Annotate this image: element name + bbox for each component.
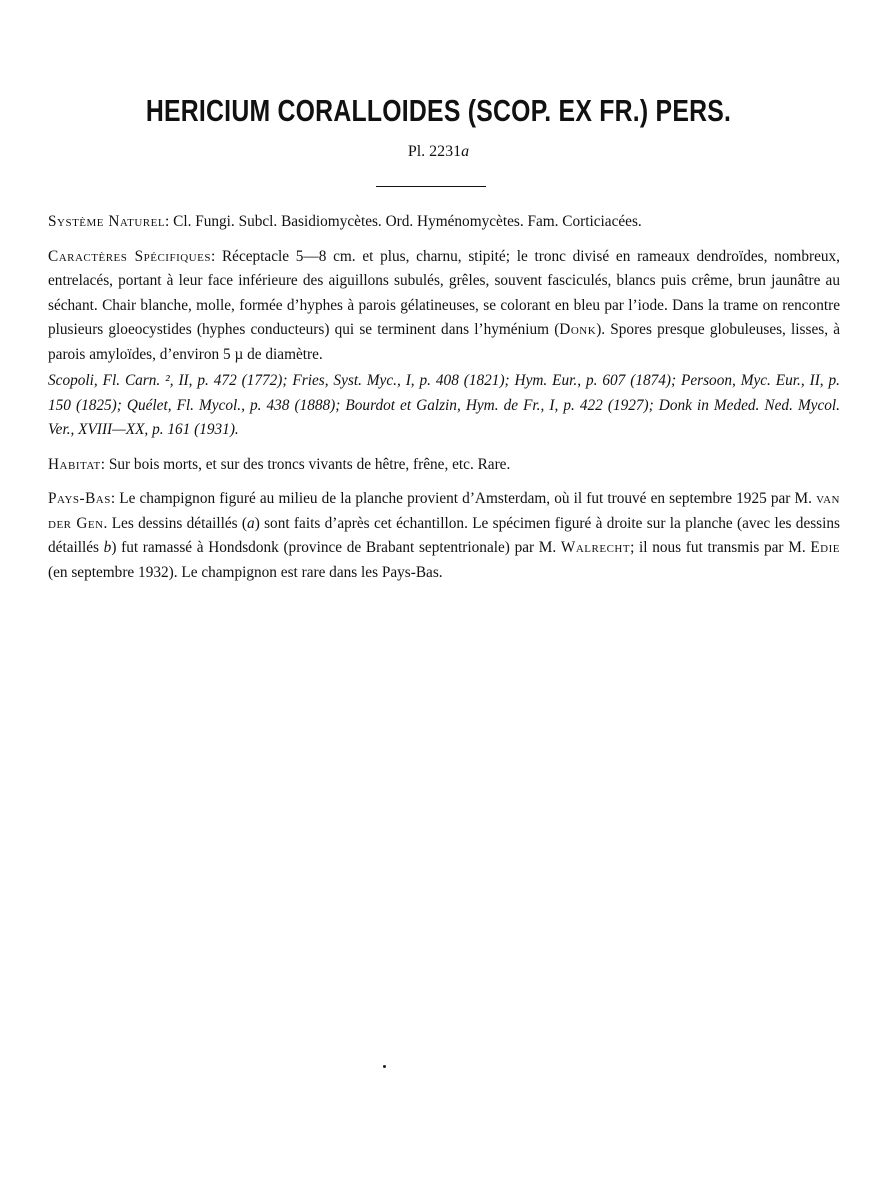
section-text: ). Spores presque globuleuses, lisses, à parois amyloïdes, d’environ 5 µ de diamètre. — [48, 321, 840, 363]
section-text: ) fut ramassé à Hondsdonk (province de Brabant septentrionale) par M. — [111, 539, 561, 556]
person-name: van der Gen — [48, 490, 840, 532]
plate-suffix: a — [461, 143, 470, 160]
plate-number — [0, 143, 877, 161]
section-systeme — [48, 210, 840, 235]
plate-digits: 2231 — [429, 143, 462, 160]
section-text: Réceptacle 5—8 cm. et plus, charnu, stipité; le tronc divisé en rameaux dendroïdes, nombreux, entrelacés, portant à leur face inférieure des aiguillons subulés, grêles, souvent fasciculés, blancs puis crême, brun jaunâtre au séchant. Chair blanche, molle, formée d’hyphes à parois gélatineuses, se colorant en bleu par l’iode. Dans la trame on rencontre plusieurs gloeocystides (hyphes conducteurs) qui se terminent dans l’hyménium ( — [48, 247, 840, 338]
section-label: Habitat — [48, 455, 101, 473]
section-text: ; il nous fut transmis par M. — [630, 539, 811, 556]
section-habitat — [48, 453, 840, 478]
section-text: (en septembre 1932). Le champignon est rare dans les Pays-Bas. — [48, 563, 443, 581]
print-speck — [383, 1065, 386, 1068]
section-pays-bas — [48, 487, 840, 585]
plate-prefix: Pl. — [407, 143, 430, 160]
section-label: Caractères Spécifiques — [48, 247, 211, 265]
label-separator: : — [100, 455, 109, 473]
label-separator: : — [110, 490, 120, 507]
section-text: ) sont faits d’après cet échantillon. Le spécimen figuré à droite sur la planche (avec les dessins détaillés — [48, 514, 840, 556]
section-references: Scopoli, Fl. Carn. ², II, p. 472 (1772); Fries, Syst. Myc., I, p. 408 (1821); Hym. Eur., p. 607 (1874); Persoon, Myc. Eur., II, p. 150 (1825); Quélet, Fl. Mycol., p. 438 (1888); Bourdot et Galzin, Hym. de Fr., I, p. 422 (1927); Donk in Meded. Ned. Mycol. Ver., XVIII—XX, p. 161 (1931). — [48, 372, 840, 438]
label-separator: : — [210, 247, 222, 265]
title-divider — [376, 186, 486, 187]
label-separator: : — [165, 213, 174, 230]
section-text: Sur bois morts, et sur des troncs vivants de hêtre, frêne, etc. Rare. — [108, 455, 511, 473]
section-caracteres — [48, 245, 840, 368]
person-name: Walrecht — [560, 539, 631, 556]
author-name: Donk — [559, 321, 597, 338]
section-label: Système Naturel — [48, 213, 166, 230]
section-label: Pays-Bas — [48, 490, 111, 507]
section-text: Le champignon figuré au milieu de la planche provient d’Amsterdam, où il fut trouvé en septembre 1925 par M. — [119, 490, 817, 507]
person-name: Edie — [810, 539, 840, 556]
section-text: . Les dessins détaillés ( — [103, 514, 248, 532]
page-title: HERICIUM CORALLOIDES (SCOP. EX FR.) PERS. — [145, 93, 732, 128]
figure-letter: b — [103, 539, 112, 556]
section-text: Cl. Fungi. Subcl. Basidiomycètes. Ord. Hyménomycètes. Fam. Corticiacées. — [173, 213, 642, 230]
figure-letter: a — [247, 514, 255, 532]
document-body — [48, 210, 840, 593]
